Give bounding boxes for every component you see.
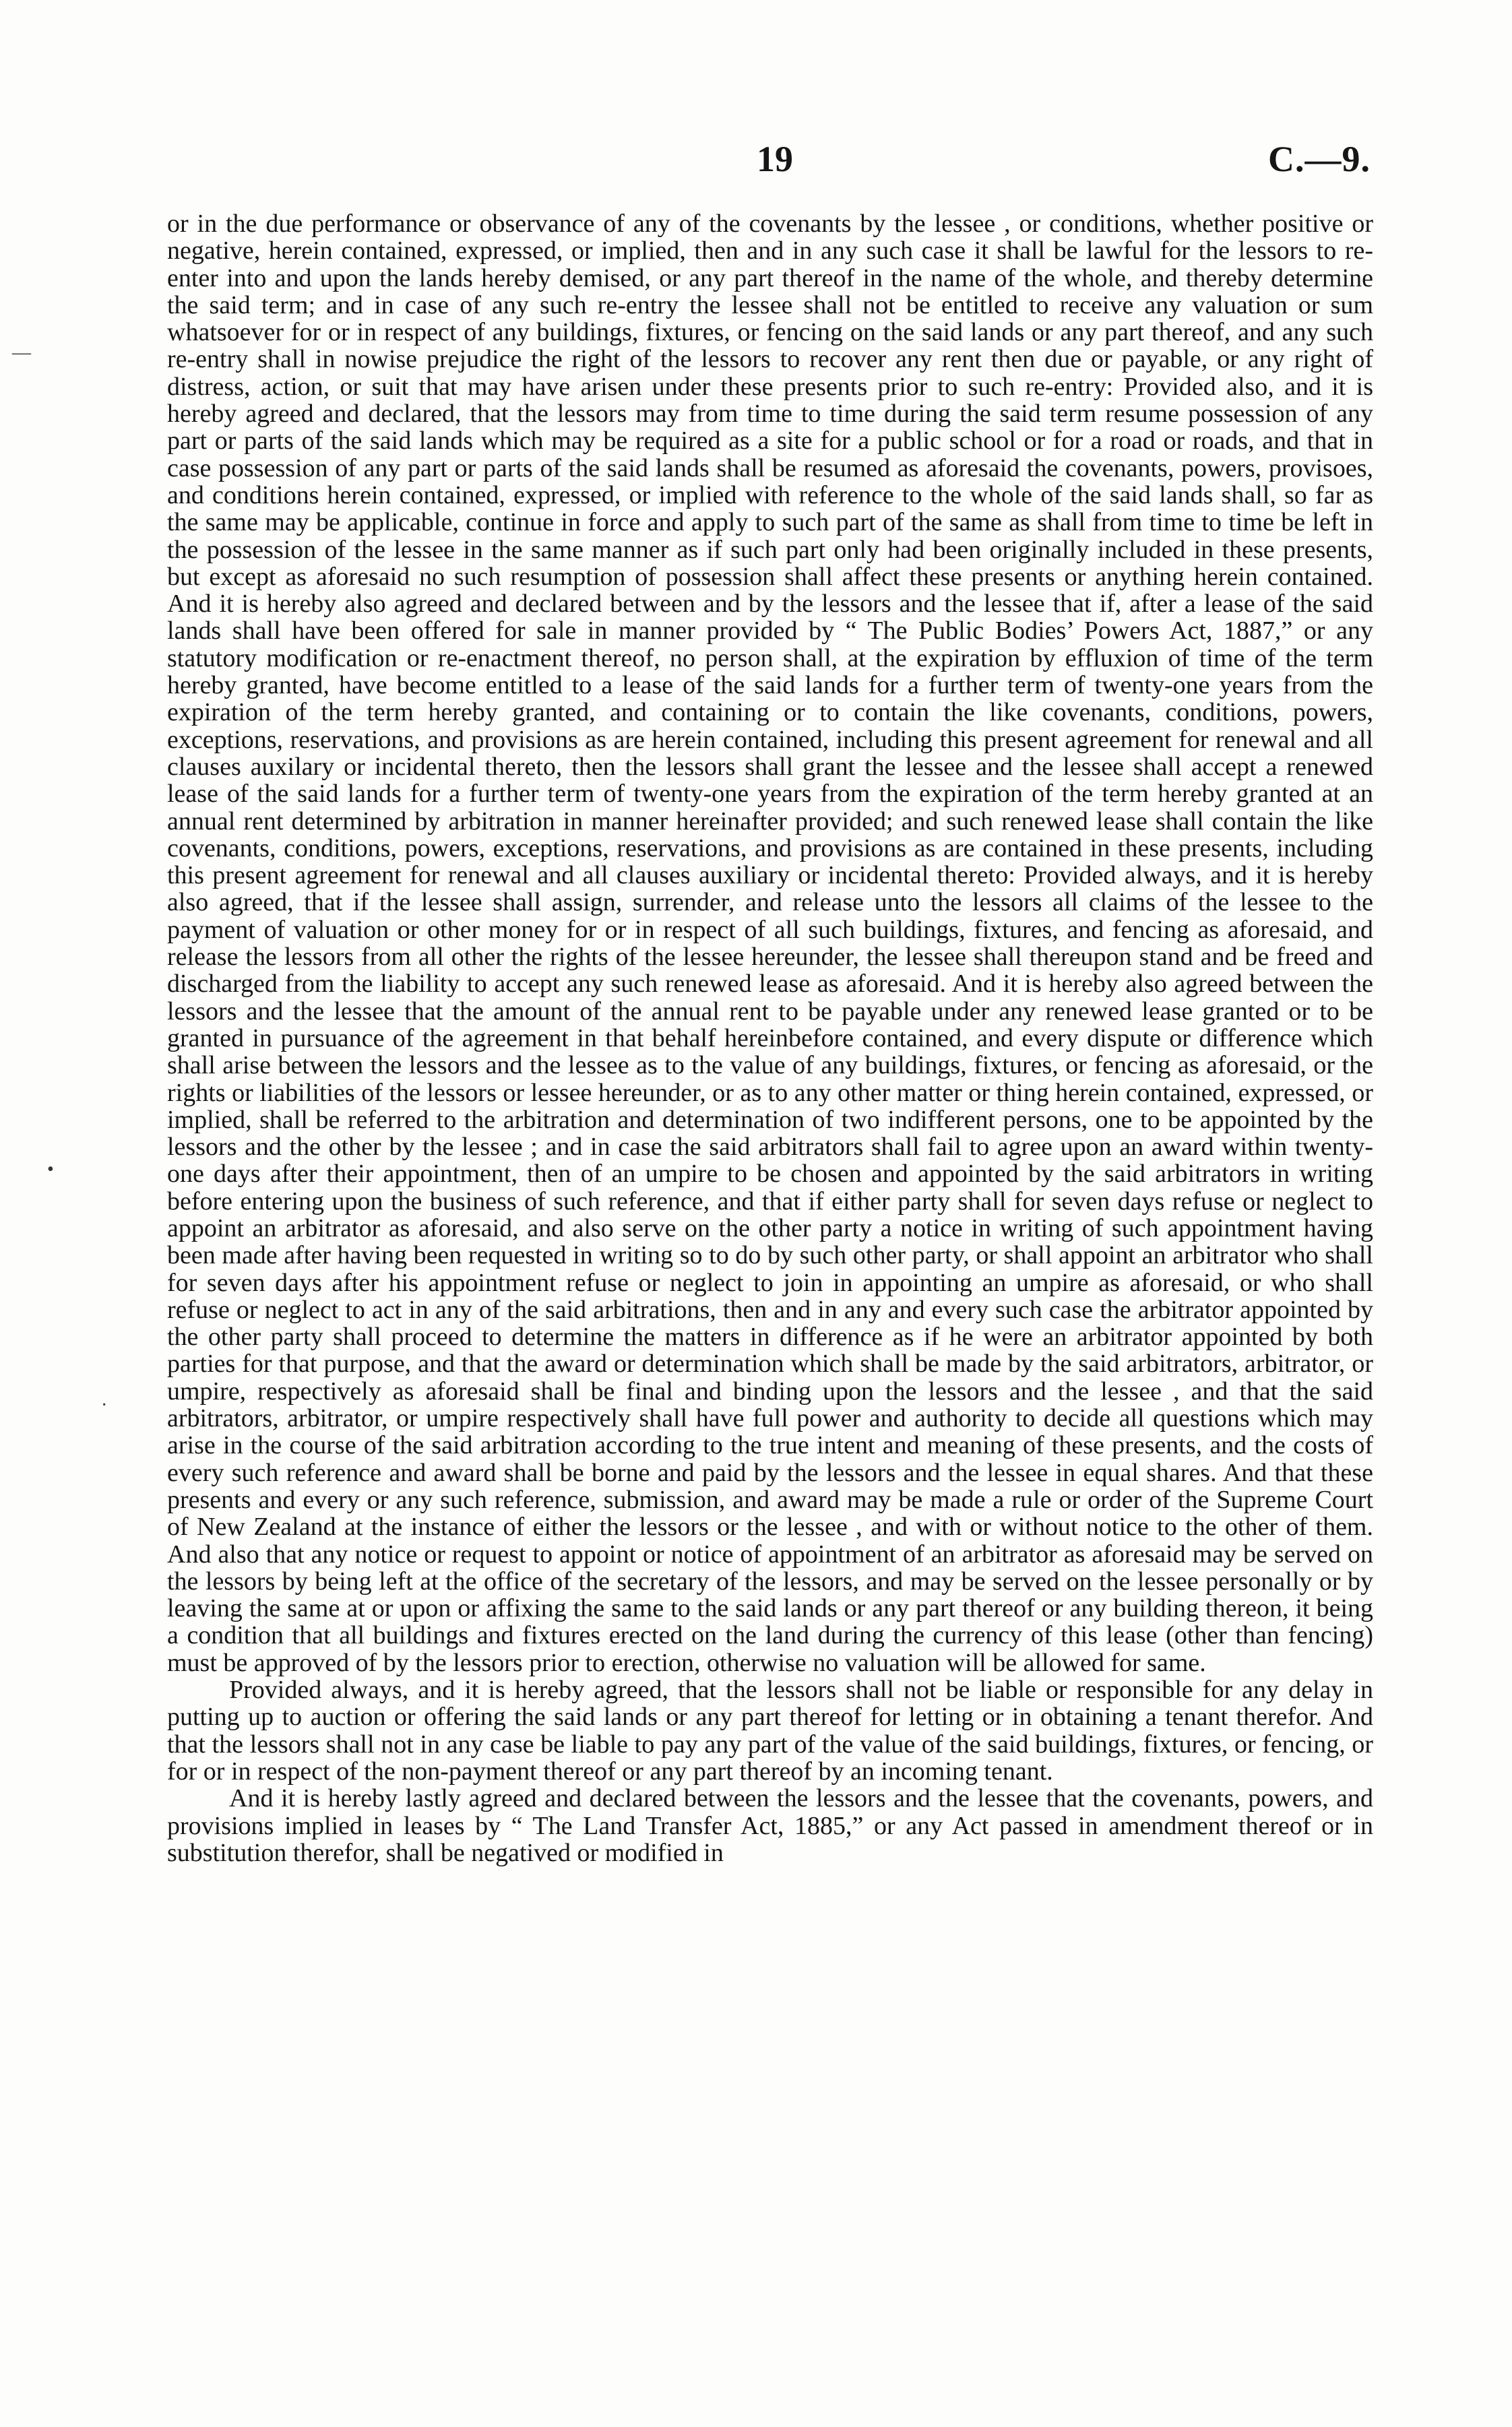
- paragraph: And it is hereby lastly agreed and declared between the lessors and the lessee that the covenants, powers, and provisions implied in leases by “ The Land Transfer Act, 1885,” or any Act passed in amendment thereof or in substitution therefor, shall be negatived or modified in: [167, 1784, 1373, 1867]
- paragraph: or in the due performance or observance of any of the covenants by the lessee , or conditions, whether positive or negative, herein contained, expressed, or implied, then and in any such case it shall be lawful for the lessors to re-enter into and upon the lands hereby demised, or any part thereof in the name of the whole, and thereby determine the said term; and in case of any such re-entry the lessee shall not be entitled to receive any valuation or sum whatsoever for or in respect of any buildings, fixtures, or fencing on the said lands or any part thereof, and any such re-entry shall in nowise prejudice the right of the lessors to recover any rent then due or payable, or any right of distress, action, or suit that may have arisen under these presents prior to such re-entry: Provided also, and it is hereby agreed and declared, that the lessors may from time to time during the said term resume possession of any part or parts of the said lands which may be required as a site for a public school or for a road or roads, and that in case possession of any part or parts of the said lands shall be resumed as aforesaid the covenants, powers, provisoes, and conditions herein contained, expressed, or implied with reference to the whole of the said lands shall, so far as the same may be applicable, continue in force and apply to such part of the same as shall from time to time be left in the possession of the lessee in the same manner as if such part only had been originally included in these presents, but except as aforesaid no such resumption of possession shall affect these presents or anything herein contained. And it is hereby also agreed and declared between and by the lessors and the lessee that if, after a lease of the said lands shall have been offered for sale in manner provided by “ The Public Bodies’ Powers Act, 1887,” or any statutory modification or re-enactment thereof, no person shall, at the expiration by effluxion of time of the term hereby granted, have become entitled to a lease of the said lands for a further term of twenty-one years from the expiration of the term hereby granted, and containing or to contain the like covenants, conditions, powers, exceptions, reservations, and provisions as are herein contained, including this present agreement for renewal and all clauses auxilary or incidental thereto, then the lessors shall grant the lessee and the lessee shall accept a renewed lease of the said lands for a further term of twenty-one years from the expiration of the term hereby granted at an annual rent determined by arbitration in manner hereinafter provided; and such renewed lease shall contain the like covenants, conditions, powers, exceptions, reservations, and provisions as are contained in these presents, including this present agreement for renewal and all clauses auxiliary or incidental thereto: Provided always, and it is hereby also agreed, that if the lessee shall assign, surrender, and release unto the lessors all claims of the lessee to the payment of valuation or other money for or in respect of all such buildings, fixtures, and fencing as aforesaid, and release the lessors from all other the rights of the lessee hereunder, the lessee shall thereupon stand and be freed and discharged from the liability to accept any such renewed lease as aforesaid. And it is hereby also agreed between the lessors and the lessee that the amount of the annual rent to be payable under any renewed lease granted or to be granted in pursuance of the agreement in that behalf hereinbefore contained, and every dispute or difference which shall arise between the lessors and the lessee as to the value of any buildings, fixtures, or fencing as aforesaid, or the rights or liabilities of the lessors or lessee hereunder, or as to any other matter or thing herein contained, expressed, or implied, shall be referred to the arbitration and determination of two indifferent persons, one to be appointed by the lessors and the other by the lessee ; and in case the said arbitrators shall fail to agree upon an award within twenty-one days after their appointment, then of an umpire to be chosen and appointed by the said arbitrators in writing before entering upon the business of such reference, and that if either party shall for seven days refuse or neglect to appoint an arbitrator as aforesaid, and also serve on the other party a notice in writing of such appointment having been made after having been requested in writing so to do by such other party, or shall appoint an arbitrator who shall for seven days after his appointment refuse or neglect to join in appointing an umpire as aforesaid, or who shall refuse or neglect to act in any of the said arbitrations, then and in any and every such case the arbitrator appointed by the other party shall proceed to determine the matters in difference as if he were an arbitrator appointed by both parties for that purpose, and that the award or determination which shall be made by the said arbitrators, arbitrator, or umpire, respectively as aforesaid shall be final and binding upon the lessors and the lessee , and that the said arbitrators, arbitrator, or umpire respectively shall have full power and authority to decide all questions which may arise in the course of the said arbitration according to the true intent and meaning of these presents, and the costs of every such reference and award shall be borne and paid by the lessors and the lessee in equal shares. And that these presents and every or any such reference, submission, and award may be made a rule or order of the Supreme Court of New Zealand at the instance of either the lessors or the lessee , and with or without notice to the other of them. And also that any notice or request to appoint or notice of appointment of an arbitrator as aforesaid may be served on the lessors by being left at the office of the secretary of the lessors, and may be served on the lessee personally or by leaving the same at or upon or affixing the same to the said lands or any part thereof or any building thereon, it being a condition that all buildings and fixtures erected on the land during the currency of this lease (other than fencing) must be approved of by the lessors prior to erection, otherwise no valuation will be allowed for same.: [167, 210, 1373, 1677]
- margin-mark: —: [12, 342, 31, 363]
- document-reference: C.—9.: [1268, 139, 1371, 179]
- page-number: 19: [757, 139, 793, 179]
- margin-mark: •: [47, 1159, 54, 1180]
- margin-mark: ·: [101, 1395, 108, 1416]
- body-text: [167, 210, 1373, 1866]
- paragraph: Provided always, and it is hereby agreed, that the lessors shall not be liable or responsible for any delay in putting up to auction or offering the said lands or any part thereof for letting or in obtaining a tenant therefor. And that the lessors shall not in any case be liable to pay any part of the value of the said buildings, fixtures, or fencing, or for or in respect of the non-payment thereof or any part thereof by an incoming tenant.: [167, 1676, 1373, 1786]
